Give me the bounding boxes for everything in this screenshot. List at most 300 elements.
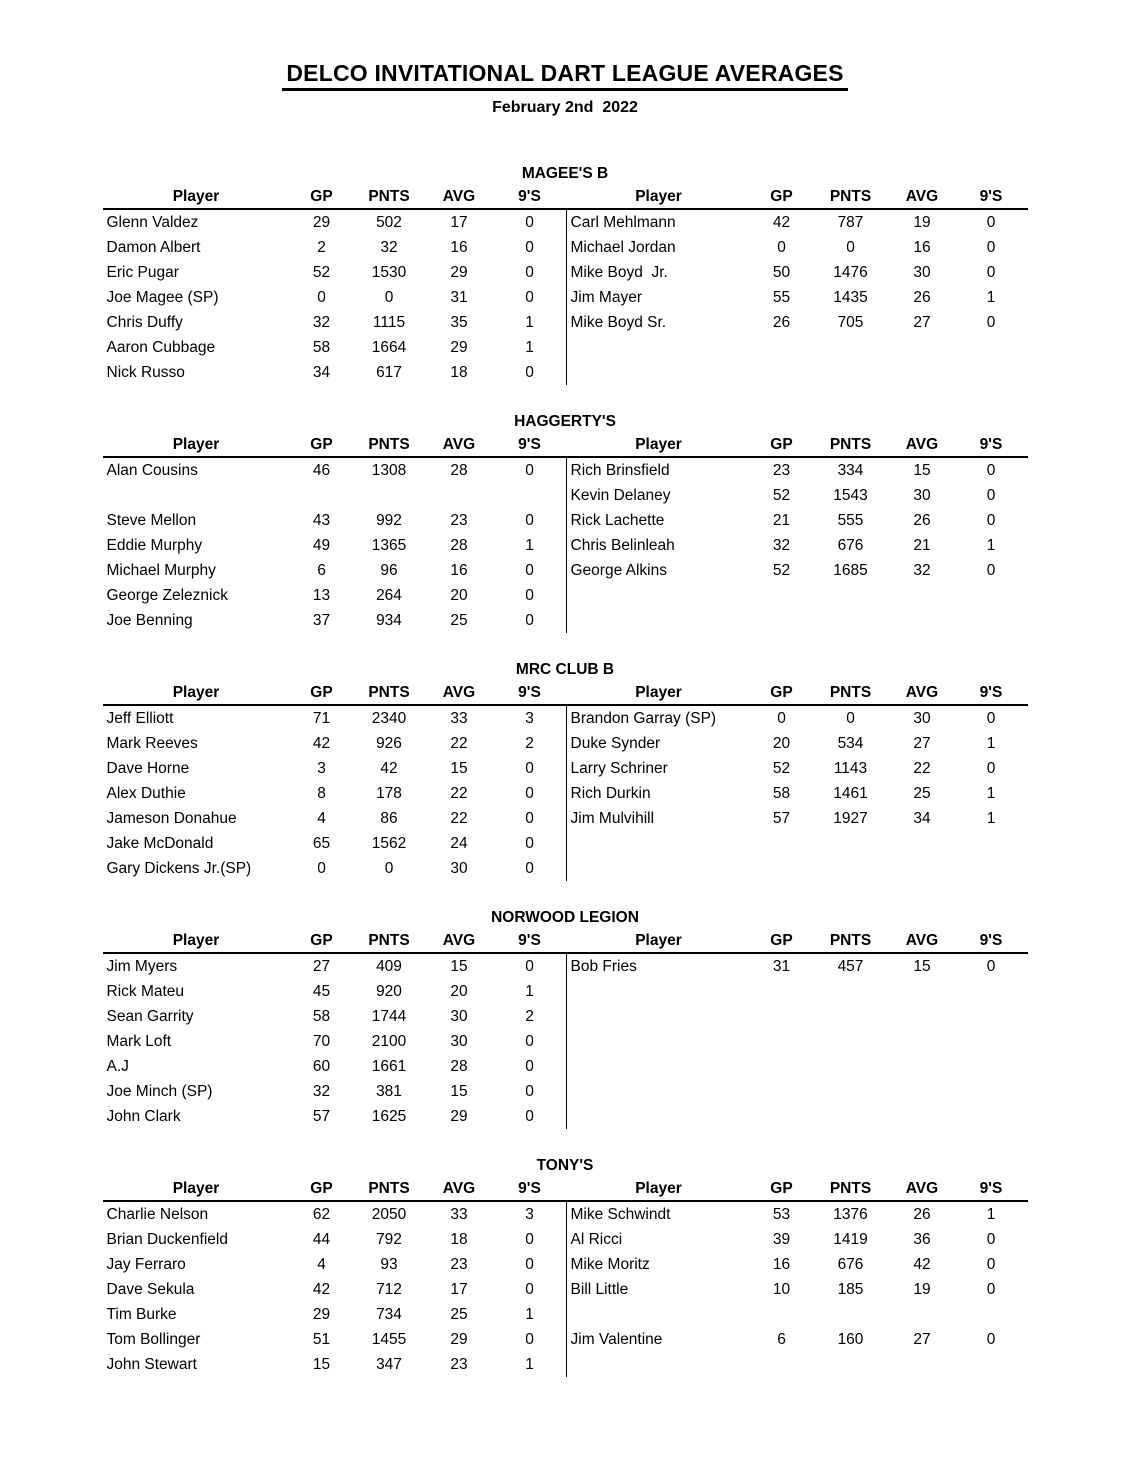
pnts-cell bbox=[812, 1004, 890, 1029]
player-name-cell: Sean Garrity bbox=[106, 1008, 194, 1025]
player-name-cell: Duke Synder bbox=[566, 731, 752, 756]
pnts-cell bbox=[812, 360, 890, 385]
nines-cell bbox=[955, 335, 1028, 360]
section-title: MRC CLUB B bbox=[515, 661, 615, 678]
nines-cell: 1 bbox=[525, 537, 534, 554]
column-header-gp-right: GP bbox=[770, 684, 793, 701]
gp-cell: 29 bbox=[312, 214, 331, 231]
section-title: HAGGERTY'S bbox=[514, 413, 616, 430]
pnts-cell: 1664 bbox=[371, 339, 407, 356]
gp-cell: 6 bbox=[777, 1331, 786, 1348]
column-header-avg-left: AVG bbox=[442, 436, 476, 453]
avg-cell: 15 bbox=[450, 1083, 468, 1100]
table-row bbox=[103, 558, 1028, 583]
column-header-player-right: Player bbox=[635, 436, 682, 453]
column-header-player-left: Player bbox=[172, 1180, 220, 1197]
player-name-cell: Joe Minch (SP) bbox=[106, 1083, 213, 1100]
pnts-cell: 1562 bbox=[371, 835, 407, 852]
column-header-nines-right: 9'S bbox=[979, 932, 1003, 949]
player-name-cell: Rich Durkin bbox=[566, 781, 752, 806]
player-name-cell: George Alkins bbox=[566, 558, 752, 583]
player-name-cell: Dave Sekula bbox=[106, 1281, 195, 1298]
averages-table bbox=[103, 930, 1028, 1129]
avg-cell: 25 bbox=[450, 1306, 468, 1323]
gp-cell: 51 bbox=[312, 1331, 331, 1348]
nines-cell: 0 bbox=[986, 214, 996, 231]
nines-cell bbox=[955, 1302, 1028, 1327]
column-header-gp-right: GP bbox=[770, 1180, 793, 1197]
nines-cell: 0 bbox=[986, 512, 996, 529]
avg-cell bbox=[890, 1302, 955, 1327]
nines-cell: 0 bbox=[525, 860, 534, 877]
page-title: DELCO INVITATIONAL DART LEAGUE AVERAGES bbox=[282, 60, 847, 91]
table-header-row bbox=[103, 1178, 1028, 1202]
avg-cell: 19 bbox=[913, 214, 931, 231]
gp-cell bbox=[752, 979, 812, 1004]
gp-cell bbox=[752, 831, 812, 856]
table-row bbox=[103, 731, 1028, 756]
gp-cell: 32 bbox=[312, 314, 331, 331]
nines-cell: 0 bbox=[525, 612, 534, 629]
gp-cell: 58 bbox=[312, 339, 331, 356]
column-header-nines-left: 9'S bbox=[518, 188, 541, 205]
player-name-cell: Jim Mulvihill bbox=[566, 806, 752, 831]
pnts-cell: 178 bbox=[376, 785, 402, 802]
column-header-pnts-left: PNTS bbox=[368, 932, 410, 949]
nines-cell: 0 bbox=[525, 958, 534, 975]
avg-cell bbox=[890, 1079, 955, 1104]
table-header-row bbox=[103, 930, 1028, 954]
player-name-cell bbox=[566, 608, 752, 633]
player-name-cell: Brian Duckenfield bbox=[106, 1231, 228, 1248]
player-name-cell bbox=[566, 1004, 752, 1029]
pnts-cell bbox=[812, 831, 890, 856]
nines-cell: 0 bbox=[525, 760, 534, 777]
gp-cell bbox=[752, 1302, 812, 1327]
pnts-cell bbox=[812, 1352, 890, 1377]
avg-cell: 29 bbox=[450, 1108, 468, 1125]
avg-cell: 19 bbox=[913, 1281, 931, 1298]
section-mrc-club-b bbox=[103, 657, 1028, 881]
gp-cell: 49 bbox=[312, 537, 331, 554]
column-header-avg-right: AVG bbox=[905, 932, 939, 949]
gp-cell: 26 bbox=[772, 314, 791, 331]
nines-cell: 1 bbox=[986, 289, 996, 306]
avg-cell: 17 bbox=[450, 214, 468, 231]
avg-cell: 29 bbox=[450, 1331, 468, 1348]
pnts-cell bbox=[812, 1079, 890, 1104]
gp-cell: 0 bbox=[777, 710, 786, 727]
section-tonys bbox=[103, 1153, 1028, 1377]
section-title: TONY'S bbox=[536, 1157, 594, 1174]
pnts-cell: 1308 bbox=[371, 462, 407, 479]
pnts-cell: 185 bbox=[837, 1281, 864, 1298]
avg-cell: 30 bbox=[913, 487, 931, 504]
title-block bbox=[0, 60, 1130, 91]
gp-cell: 4 bbox=[317, 810, 326, 827]
column-header-pnts-right: PNTS bbox=[829, 1180, 872, 1197]
pnts-cell: 920 bbox=[376, 983, 402, 1000]
column-header-player-left: Player bbox=[172, 932, 220, 949]
gp-cell: 21 bbox=[772, 512, 791, 529]
gp-cell: 16 bbox=[772, 1256, 791, 1273]
gp-cell bbox=[752, 1029, 812, 1054]
avg-cell: 16 bbox=[450, 562, 468, 579]
player-name-cell: Bob Fries bbox=[566, 954, 752, 979]
gp-cell: 4 bbox=[317, 1256, 326, 1273]
table-row bbox=[103, 360, 1028, 385]
table-row bbox=[103, 954, 1028, 979]
gp-cell bbox=[752, 1054, 812, 1079]
pnts-cell bbox=[812, 1104, 890, 1129]
nines-cell: 0 bbox=[525, 462, 534, 479]
avg-cell: 22 bbox=[913, 760, 931, 777]
nines-cell: 0 bbox=[525, 562, 534, 579]
table-row bbox=[103, 1004, 1028, 1029]
gp-cell bbox=[752, 1079, 812, 1104]
pnts-cell: 86 bbox=[380, 810, 398, 827]
nines-cell: 1 bbox=[525, 983, 534, 1000]
gp-cell: 20 bbox=[772, 735, 791, 752]
gp-cell: 57 bbox=[312, 1108, 331, 1125]
table-row bbox=[103, 1054, 1028, 1079]
pnts-cell: 705 bbox=[837, 314, 864, 331]
column-header-gp-left: GP bbox=[310, 188, 333, 205]
player-name-cell: Chris Duffy bbox=[106, 314, 183, 331]
gp-cell: 65 bbox=[312, 835, 331, 852]
player-name-cell: Aaron Cubbage bbox=[106, 339, 216, 356]
nines-cell: 0 bbox=[525, 785, 534, 802]
avg-cell: 15 bbox=[913, 462, 931, 479]
avg-cell: 15 bbox=[913, 958, 931, 975]
avg-cell: 18 bbox=[450, 1231, 468, 1248]
nines-cell bbox=[955, 360, 1028, 385]
avg-cell bbox=[890, 831, 955, 856]
column-header-avg-left: AVG bbox=[442, 188, 476, 205]
avg-cell: 17 bbox=[450, 1281, 468, 1298]
nines-cell bbox=[955, 608, 1028, 633]
player-name-cell bbox=[566, 1104, 752, 1129]
player-name-cell: Mike Boyd Jr. bbox=[566, 260, 752, 285]
avg-cell: 26 bbox=[913, 289, 931, 306]
gp-cell: 46 bbox=[312, 462, 331, 479]
gp-cell bbox=[752, 1104, 812, 1129]
column-header-player-right: Player bbox=[635, 684, 682, 701]
player-name-cell: Jay Ferraro bbox=[106, 1256, 186, 1273]
pnts-cell: 381 bbox=[376, 1083, 402, 1100]
player-name-cell: Alex Duthie bbox=[106, 785, 186, 802]
gp-cell bbox=[752, 856, 812, 881]
nines-cell: 0 bbox=[986, 487, 996, 504]
column-header-player-left: Player bbox=[172, 684, 220, 701]
table-row bbox=[103, 285, 1028, 310]
table-row bbox=[103, 533, 1028, 558]
table-header-row bbox=[103, 186, 1028, 210]
pnts-cell bbox=[812, 608, 890, 633]
nines-cell: 0 bbox=[986, 1281, 996, 1298]
pnts-cell: 1927 bbox=[833, 810, 868, 827]
player-name-cell: Mark Reeves bbox=[106, 735, 198, 752]
gp-cell bbox=[752, 1004, 812, 1029]
nines-cell: 3 bbox=[525, 1206, 534, 1223]
table-row bbox=[103, 1079, 1028, 1104]
gp-cell: 13 bbox=[312, 587, 331, 604]
player-name-cell: Glenn Valdez bbox=[106, 214, 199, 231]
avg-cell: 22 bbox=[450, 735, 468, 752]
nines-cell: 0 bbox=[986, 1331, 996, 1348]
table-row bbox=[103, 508, 1028, 533]
player-name-cell: Joe Magee (SP) bbox=[106, 289, 219, 306]
avg-cell: 21 bbox=[913, 537, 931, 554]
pnts-cell: 42 bbox=[380, 760, 398, 777]
player-name-cell: Jameson Donahue bbox=[106, 810, 237, 827]
column-header-avg-right: AVG bbox=[905, 684, 939, 701]
pnts-cell: 1530 bbox=[371, 264, 407, 281]
gp-cell: 57 bbox=[772, 810, 791, 827]
pnts-cell: 1685 bbox=[833, 562, 868, 579]
gp-cell: 37 bbox=[312, 612, 331, 629]
player-name-cell bbox=[566, 1352, 752, 1377]
avg-cell: 16 bbox=[913, 239, 931, 256]
avg-cell: 28 bbox=[450, 462, 468, 479]
pnts-cell: 712 bbox=[376, 1281, 402, 1298]
table-row bbox=[103, 260, 1028, 285]
gp-cell: 60 bbox=[312, 1058, 331, 1075]
pnts-cell: 676 bbox=[837, 537, 864, 554]
avg-cell: 26 bbox=[913, 512, 931, 529]
avg-cell: 30 bbox=[450, 1008, 468, 1025]
avg-cell bbox=[890, 1004, 955, 1029]
avg-cell: 32 bbox=[913, 562, 931, 579]
gp-cell: 32 bbox=[772, 537, 791, 554]
player-name-cell: Michael Jordan bbox=[566, 235, 752, 260]
pnts-cell: 0 bbox=[846, 239, 855, 256]
table-row bbox=[103, 1302, 1028, 1327]
nines-cell: 0 bbox=[525, 364, 534, 381]
section-norwood-legion bbox=[103, 905, 1028, 1129]
gp-cell: 42 bbox=[772, 214, 791, 231]
player-name-cell: Rick Lachette bbox=[566, 508, 752, 533]
gp-cell: 32 bbox=[312, 1083, 331, 1100]
player-name-cell: Jim Mayer bbox=[566, 285, 752, 310]
player-name-cell: Brandon Garray (SP) bbox=[566, 706, 752, 731]
player-name-cell: George Zeleznick bbox=[106, 587, 228, 604]
player-name-cell: Al Ricci bbox=[566, 1227, 752, 1252]
pnts-cell: 457 bbox=[837, 958, 864, 975]
avg-cell: 22 bbox=[450, 785, 468, 802]
pnts-cell: 2340 bbox=[371, 710, 407, 727]
nines-cell bbox=[494, 483, 566, 508]
gp-cell: 52 bbox=[772, 760, 791, 777]
player-name-cell: Gary Dickens Jr.(SP) bbox=[106, 860, 252, 877]
table-row bbox=[103, 235, 1028, 260]
pnts-cell: 926 bbox=[376, 735, 402, 752]
nines-cell: 0 bbox=[525, 239, 534, 256]
avg-cell: 18 bbox=[450, 364, 468, 381]
section-magees-b bbox=[103, 161, 1028, 385]
gp-cell: 44 bbox=[312, 1231, 331, 1248]
player-name-cell: Eric Pugar bbox=[106, 264, 179, 281]
pnts-cell: 792 bbox=[376, 1231, 402, 1248]
column-header-avg-left: AVG bbox=[442, 1180, 476, 1197]
table-row bbox=[103, 781, 1028, 806]
column-header-pnts-left: PNTS bbox=[368, 436, 410, 453]
column-header-player-left: Player bbox=[172, 188, 220, 205]
avg-cell: 30 bbox=[450, 1033, 468, 1050]
nines-cell bbox=[955, 1054, 1028, 1079]
column-header-pnts-right: PNTS bbox=[829, 932, 872, 949]
pnts-cell: 1661 bbox=[371, 1058, 407, 1075]
gp-cell: 70 bbox=[312, 1033, 331, 1050]
player-name-cell: Mark Loft bbox=[106, 1033, 172, 1050]
player-name-cell bbox=[566, 1302, 752, 1327]
avg-cell: 29 bbox=[450, 264, 468, 281]
table-row bbox=[103, 310, 1028, 335]
table-row bbox=[103, 1227, 1028, 1252]
column-header-nines-right: 9'S bbox=[979, 1180, 1003, 1197]
nines-cell bbox=[955, 583, 1028, 608]
gp-cell bbox=[752, 1352, 812, 1377]
nines-cell: 0 bbox=[986, 562, 996, 579]
avg-cell bbox=[890, 335, 955, 360]
column-header-nines-left: 9'S bbox=[518, 684, 541, 701]
player-name-cell bbox=[566, 979, 752, 1004]
nines-cell: 0 bbox=[525, 1256, 534, 1273]
avg-cell: 25 bbox=[913, 785, 931, 802]
pnts-cell: 676 bbox=[837, 1256, 864, 1273]
gp-cell: 50 bbox=[772, 264, 791, 281]
gp-cell: 23 bbox=[772, 462, 791, 479]
nines-cell: 0 bbox=[525, 587, 534, 604]
player-name-cell: Mike Schwindt bbox=[566, 1202, 752, 1227]
table-row bbox=[103, 831, 1028, 856]
table-row bbox=[103, 1252, 1028, 1277]
pnts-cell: 1543 bbox=[833, 487, 868, 504]
gp-cell: 15 bbox=[312, 1356, 331, 1373]
table-row bbox=[103, 335, 1028, 360]
column-header-pnts-left: PNTS bbox=[368, 684, 410, 701]
player-name-cell: Eddie Murphy bbox=[106, 537, 203, 554]
nines-cell bbox=[955, 1029, 1028, 1054]
table-row bbox=[103, 583, 1028, 608]
pnts-cell: 32 bbox=[380, 239, 398, 256]
pnts-cell bbox=[812, 979, 890, 1004]
pnts-cell: 1419 bbox=[833, 1231, 868, 1248]
gp-cell: 45 bbox=[312, 983, 331, 1000]
pnts-cell: 96 bbox=[380, 562, 398, 579]
gp-cell: 58 bbox=[312, 1008, 331, 1025]
table-row bbox=[103, 483, 1028, 508]
avg-cell bbox=[890, 1029, 955, 1054]
pnts-cell bbox=[812, 1054, 890, 1079]
pnts-cell: 787 bbox=[837, 214, 864, 231]
avg-cell: 30 bbox=[450, 860, 468, 877]
player-name-cell: Damon Albert bbox=[106, 239, 201, 256]
player-name-cell: Mike Moritz bbox=[566, 1252, 752, 1277]
table-row bbox=[103, 856, 1028, 881]
avg-cell: 31 bbox=[450, 289, 468, 306]
pnts-cell bbox=[354, 483, 425, 508]
pnts-cell: 160 bbox=[837, 1331, 864, 1348]
avg-cell: 24 bbox=[450, 835, 468, 852]
section-title: NORWOOD LEGION bbox=[491, 909, 639, 926]
column-header-pnts-right: PNTS bbox=[829, 684, 872, 701]
nines-cell bbox=[955, 831, 1028, 856]
player-name-cell bbox=[566, 1079, 752, 1104]
player-name-cell bbox=[566, 335, 752, 360]
pnts-cell: 1455 bbox=[371, 1331, 407, 1348]
nines-cell: 0 bbox=[986, 760, 996, 777]
pnts-cell: 0 bbox=[384, 289, 394, 306]
player-name-cell: Carl Mehlmann bbox=[566, 210, 752, 235]
player-name-cell: Bill Little bbox=[566, 1277, 752, 1302]
pnts-cell: 617 bbox=[376, 364, 402, 381]
pnts-cell bbox=[812, 1302, 890, 1327]
player-name-cell bbox=[566, 831, 752, 856]
nines-cell: 0 bbox=[525, 214, 534, 231]
avg-cell: 23 bbox=[450, 1256, 468, 1273]
avg-cell: 15 bbox=[450, 958, 468, 975]
table-row bbox=[103, 210, 1028, 235]
player-name-cell: John Clark bbox=[106, 1108, 181, 1125]
nines-cell: 1 bbox=[986, 810, 996, 827]
averages-table bbox=[103, 1178, 1028, 1377]
pnts-cell bbox=[812, 583, 890, 608]
gp-cell: 71 bbox=[312, 710, 331, 727]
pnts-cell: 1744 bbox=[371, 1008, 407, 1025]
pnts-cell: 992 bbox=[376, 512, 402, 529]
nines-cell: 0 bbox=[525, 1033, 534, 1050]
gp-cell: 52 bbox=[772, 487, 791, 504]
column-header-pnts-left: PNTS bbox=[368, 1180, 410, 1197]
nines-cell: 0 bbox=[986, 264, 996, 281]
avg-cell: 26 bbox=[913, 1206, 931, 1223]
avg-cell: 15 bbox=[450, 760, 468, 777]
nines-cell bbox=[955, 1004, 1028, 1029]
column-header-nines-right: 9'S bbox=[979, 436, 1003, 453]
nines-cell: 1 bbox=[525, 339, 534, 356]
avg-cell bbox=[890, 1352, 955, 1377]
avg-cell: 25 bbox=[450, 612, 468, 629]
nines-cell: 2 bbox=[525, 735, 534, 752]
pnts-cell bbox=[812, 1029, 890, 1054]
nines-cell: 0 bbox=[986, 710, 996, 727]
column-header-avg-left: AVG bbox=[442, 684, 476, 701]
nines-cell: 0 bbox=[525, 1083, 534, 1100]
nines-cell: 0 bbox=[525, 1058, 534, 1075]
avg-cell: 28 bbox=[450, 537, 468, 554]
column-header-nines-left: 9'S bbox=[518, 436, 541, 453]
nines-cell: 3 bbox=[525, 710, 534, 727]
table-row bbox=[103, 1277, 1028, 1302]
player-name-cell: Michael Murphy bbox=[106, 562, 216, 579]
gp-cell: 43 bbox=[312, 512, 331, 529]
pnts-cell: 347 bbox=[376, 1356, 402, 1373]
avg-cell bbox=[890, 608, 955, 633]
avg-cell bbox=[890, 1104, 955, 1129]
gp-cell: 31 bbox=[772, 958, 791, 975]
nines-cell: 1 bbox=[525, 1356, 534, 1373]
column-header-gp-right: GP bbox=[770, 188, 793, 205]
averages-table bbox=[103, 682, 1028, 881]
gp-cell bbox=[752, 583, 812, 608]
player-name-cell: Rich Brinsfield bbox=[566, 458, 752, 483]
gp-cell: 27 bbox=[312, 958, 331, 975]
table-row bbox=[103, 1352, 1028, 1377]
gp-cell: 34 bbox=[312, 364, 331, 381]
column-header-player-right: Player bbox=[635, 1180, 682, 1197]
column-header-player-left: Player bbox=[172, 436, 220, 453]
